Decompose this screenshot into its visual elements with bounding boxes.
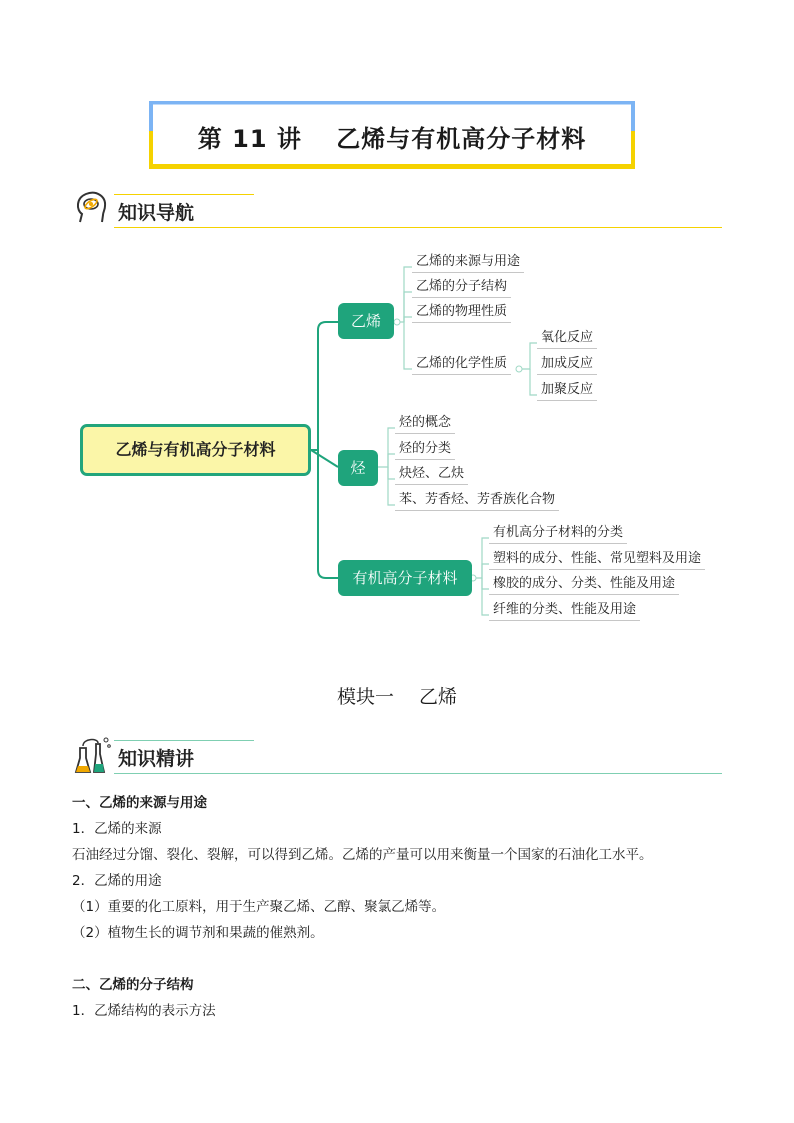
mindmap-node-polymer[interactable]: 有机高分子材料 (338, 560, 472, 596)
mindmap-leaf[interactable]: 烃的分类 (395, 437, 455, 460)
mindmap-leaf[interactable]: 有机高分子材料的分类 (489, 521, 627, 544)
mindmap-leaf[interactable]: 乙烯的来源与用途 (412, 250, 524, 273)
mindmap-node-hydrocarbon[interactable]: 烃 (338, 450, 378, 486)
list-item-use-1: （1）重要的化工原料，用于生产聚乙烯、乙醇、聚氯乙烯等。 (72, 899, 446, 915)
mindmap-node-ethylene[interactable]: 乙烯 (338, 303, 394, 339)
paragraph-source: 石油经过分馏、裂化、裂解，可以得到乙烯。乙烯的产量可以用来衡量一个国家的石油化工水平。 (72, 847, 653, 863)
mindmap-root[interactable]: 乙烯与有机高分子材料 (80, 424, 311, 476)
list-item-use-2: （2）植物生长的调节剂和果蔬的催熟剂。 (72, 925, 324, 941)
mindmap-leaf[interactable]: 塑料的成分、性能、常见塑料及用途 (489, 547, 705, 570)
mindmap-leaf[interactable]: 纤维的分类、性能及用途 (489, 598, 640, 621)
mindmap-leaf[interactable]: 烃的概念 (395, 411, 455, 434)
mindmap-leaf[interactable]: 炔烃、乙炔 (395, 462, 468, 485)
mindmap-leaf[interactable]: 加聚反应 (537, 378, 597, 401)
subheading-source: 1．乙烯的来源 (72, 821, 162, 837)
mindmap-leaf[interactable]: 乙烯的物理性质 (412, 300, 511, 323)
section-divider (114, 773, 722, 774)
heading-source-use: 一、乙烯的来源与用途 (72, 795, 207, 811)
section-title-nav: 知识导航 (118, 202, 195, 224)
subheading-use: 2．乙烯的用途 (72, 873, 162, 889)
mindmap-leaf[interactable]: 苯、芳香烃、芳香族化合物 (395, 488, 559, 511)
flask-icon (72, 734, 112, 774)
mindmap-leaf[interactable]: 乙烯的化学性质 (412, 352, 511, 375)
mindmap-leaf[interactable]: 橡胶的成分、分类、性能及用途 (489, 572, 679, 595)
page-title: 第 11 讲 乙烯与有机高分子材料 (197, 125, 587, 153)
section-accent-line (114, 740, 254, 741)
mindmap-leaf[interactable]: 加成反应 (537, 352, 597, 375)
subheading-representation: 1．乙烯结构的表示方法 (72, 1003, 216, 1019)
mindmap-leaf[interactable]: 乙烯的分子结构 (412, 275, 511, 298)
section-header-lecture (72, 734, 722, 774)
module-title: 模块一 乙烯 (336, 686, 458, 708)
mindmap-leaf[interactable]: 氧化反应 (537, 326, 597, 349)
section-title-lecture: 知识精讲 (118, 748, 195, 770)
heading-structure: 二、乙烯的分子结构 (72, 977, 194, 993)
